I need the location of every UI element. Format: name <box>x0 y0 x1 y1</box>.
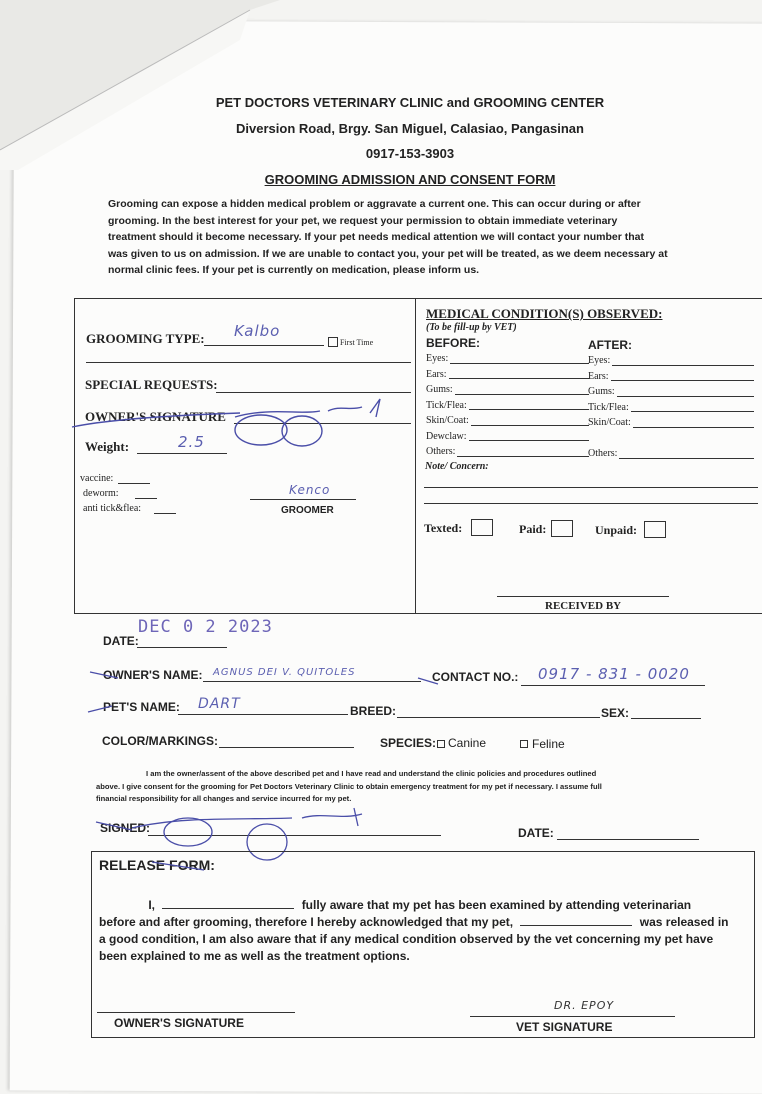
vet-signature-line[interactable] <box>470 1016 675 1017</box>
deworm-line <box>135 498 157 499</box>
clinic-name: PET DOCTORS VETERINARY CLINIC and GROOMING CENTER <box>215 95 605 110</box>
texted-label: Texted: <box>424 521 463 535</box>
after-row: Gums: <box>588 384 756 400</box>
first-time-checkbox[interactable] <box>328 337 338 347</box>
date-label: DATE: <box>103 634 139 648</box>
contact-value[interactable]: 0917 - 831 - 0020 <box>538 665 690 683</box>
note-label: Note/ Concern: <box>425 461 489 472</box>
owner-signature-label: OWNER'S SIGNATURE <box>85 409 226 424</box>
pet-name-line <box>178 714 348 715</box>
release-pet-blank[interactable] <box>520 925 632 926</box>
note-line-2 <box>424 503 758 504</box>
intro-line: Grooming can expose a hidden medical problem or aggravate a current one. This can occur during or after <box>108 198 641 210</box>
before-list <box>426 351 591 460</box>
after-row: Eyes: <box>588 353 756 369</box>
grooming-line-2 <box>86 362 411 363</box>
grooming-type-label: GROOMING TYPE: <box>86 331 205 346</box>
contact-line <box>521 685 705 686</box>
canine-label: Canine <box>448 736 487 750</box>
clinic-phone: 0917-153-3903 <box>365 146 455 161</box>
release-owner-signature-line[interactable] <box>97 1012 295 1013</box>
feline-checkbox[interactable] <box>520 740 528 748</box>
consent-line: financial responsibility for all changes and service incurred for my pet. <box>96 794 352 803</box>
consent-paragraph <box>96 768 708 806</box>
breed-line <box>397 717 600 718</box>
after-list <box>588 353 756 462</box>
form-title: GROOMING ADMISSION AND CONSENT FORM <box>264 172 556 187</box>
groomer-label: GROOMER <box>281 505 334 516</box>
weight-value[interactable]: 2.5 <box>178 433 205 451</box>
before-row: Eyes: <box>426 351 591 367</box>
feline-label: Feline <box>532 737 565 751</box>
special-requests-label: SPECIAL REQUESTS: <box>85 377 218 392</box>
anti-tick-line <box>154 513 176 514</box>
vaccine-line <box>118 483 150 484</box>
before-row: Gums: <box>426 382 591 398</box>
before-row: Ears: <box>426 367 591 383</box>
anti-tick-label: anti tick&flea: <box>83 503 142 514</box>
intro-line: grooming. In the best interest for your pet, we request your permission to obtain immediate veterinary <box>108 214 618 227</box>
paid-label: Paid: <box>519 522 547 536</box>
consent-line: I am the owner/assent of the above described pet and I have read and understand the clinic policies and procedures outlined <box>146 769 597 778</box>
after-row: Skin/Coat: <box>588 415 756 431</box>
release-strike <box>150 856 210 876</box>
release-line: before and after grooming, therefore I hereby acknowledged that my pet, was released in <box>99 915 729 929</box>
before-row: Skin/Coat: <box>426 413 591 429</box>
unpaid-checkbox[interactable] <box>644 521 666 538</box>
intro-line: treatment should it become necessary. If your pet needs medical attention we will contact your number that <box>108 231 645 243</box>
release-line: been explained to me as well as the treatment options. <box>99 949 410 963</box>
date-line <box>137 647 227 648</box>
texted-checkbox[interactable] <box>471 519 493 536</box>
intro-line: normal clinic fees. If your pet is currently on medication, please inform us. <box>108 264 480 276</box>
owner-name-value[interactable]: AGNUS DEI V. QUITOLES <box>213 667 356 678</box>
owner-strike <box>88 668 448 690</box>
signed-date-label: DATE: <box>518 826 554 840</box>
first-time-label: First Time <box>340 338 374 347</box>
medical-title: MEDICAL CONDITION(S) OBSERVED: <box>426 306 663 321</box>
groomer-line <box>250 499 356 500</box>
received-by-line <box>497 596 669 597</box>
contact-label: CONTACT NO.: <box>432 670 519 684</box>
paid-checkbox[interactable] <box>551 520 573 537</box>
breed-label: BREED: <box>350 704 397 718</box>
release-owner-signature-label: OWNER'S SIGNATURE <box>114 1016 244 1030</box>
vet-signature-label: VET SIGNATURE <box>516 1020 613 1034</box>
grooming-type-line <box>204 345 324 346</box>
before-row: Others: <box>426 444 591 460</box>
sex-label: SEX: <box>601 706 630 720</box>
intro-line: was given to us on admission. If we are unable to contact you, your pet will be treated, as we deem necessary at <box>108 247 668 260</box>
box-divider <box>415 298 416 613</box>
folded-corner <box>0 0 280 170</box>
release-paragraph <box>99 897 751 965</box>
unpaid-label: Unpaid: <box>595 523 638 537</box>
release-owner-blank[interactable] <box>162 908 294 909</box>
clinic-address: Diversion Road, Brgy. San Miguel, Calasiao, Pangasinan <box>236 121 584 136</box>
vaccine-label: vaccine: <box>80 473 114 484</box>
weight-line <box>137 453 227 454</box>
before-row: Dewclaw: <box>426 429 591 445</box>
weight-label: Weight: <box>85 439 130 454</box>
release-line: I, fully aware that my pet has been examined by attending veterinarian <box>148 898 692 912</box>
signed-date-line <box>557 839 699 840</box>
species-label: SPECIES: <box>380 736 437 750</box>
after-label: AFTER: <box>588 338 632 352</box>
pet-name-label: PET'S NAME: <box>103 700 180 714</box>
before-row: Tick/Flea: <box>426 398 591 414</box>
after-row: Tick/Flea: <box>588 400 756 416</box>
after-row: Others: <box>588 446 756 462</box>
note-line-1 <box>424 487 758 488</box>
after-row: Ears: <box>588 369 756 385</box>
intro-paragraph <box>108 196 718 279</box>
grooming-type-value[interactable]: Kalbo <box>234 322 281 340</box>
groomer-value: Kenco <box>289 483 331 497</box>
pet-name-value[interactable]: DART <box>198 696 241 712</box>
color-label: COLOR/MARKINGS: <box>102 734 218 748</box>
signed-label: SIGNED: <box>100 821 151 835</box>
release-line: a good condition, I am also aware that if any medical condition observed by the vet concerning my pet have <box>99 932 714 946</box>
vet-signature-value: DR. EPOY <box>554 999 615 1012</box>
received-by-label: RECEIVED BY <box>545 600 622 612</box>
before-label: BEFORE: <box>426 336 480 350</box>
date-stamp: DEC 0 2 2023 <box>138 617 273 637</box>
canine-checkbox[interactable] <box>437 740 445 748</box>
consent-line: above. I give consent for the grooming for Pet Doctors Veterinary Clinic to obtain emergency treatment for my pet if necessary. I assume full <box>96 781 602 791</box>
owner-name-label: OWNER'S NAME: <box>103 668 203 682</box>
release-title: RELEASE FORM: <box>99 857 215 873</box>
pet-strike <box>86 702 116 716</box>
color-line <box>219 747 354 748</box>
sex-line <box>631 718 701 719</box>
medical-subtitle: (To be fill-up by VET) <box>426 322 517 333</box>
deworm-label: deworm: <box>83 488 119 499</box>
